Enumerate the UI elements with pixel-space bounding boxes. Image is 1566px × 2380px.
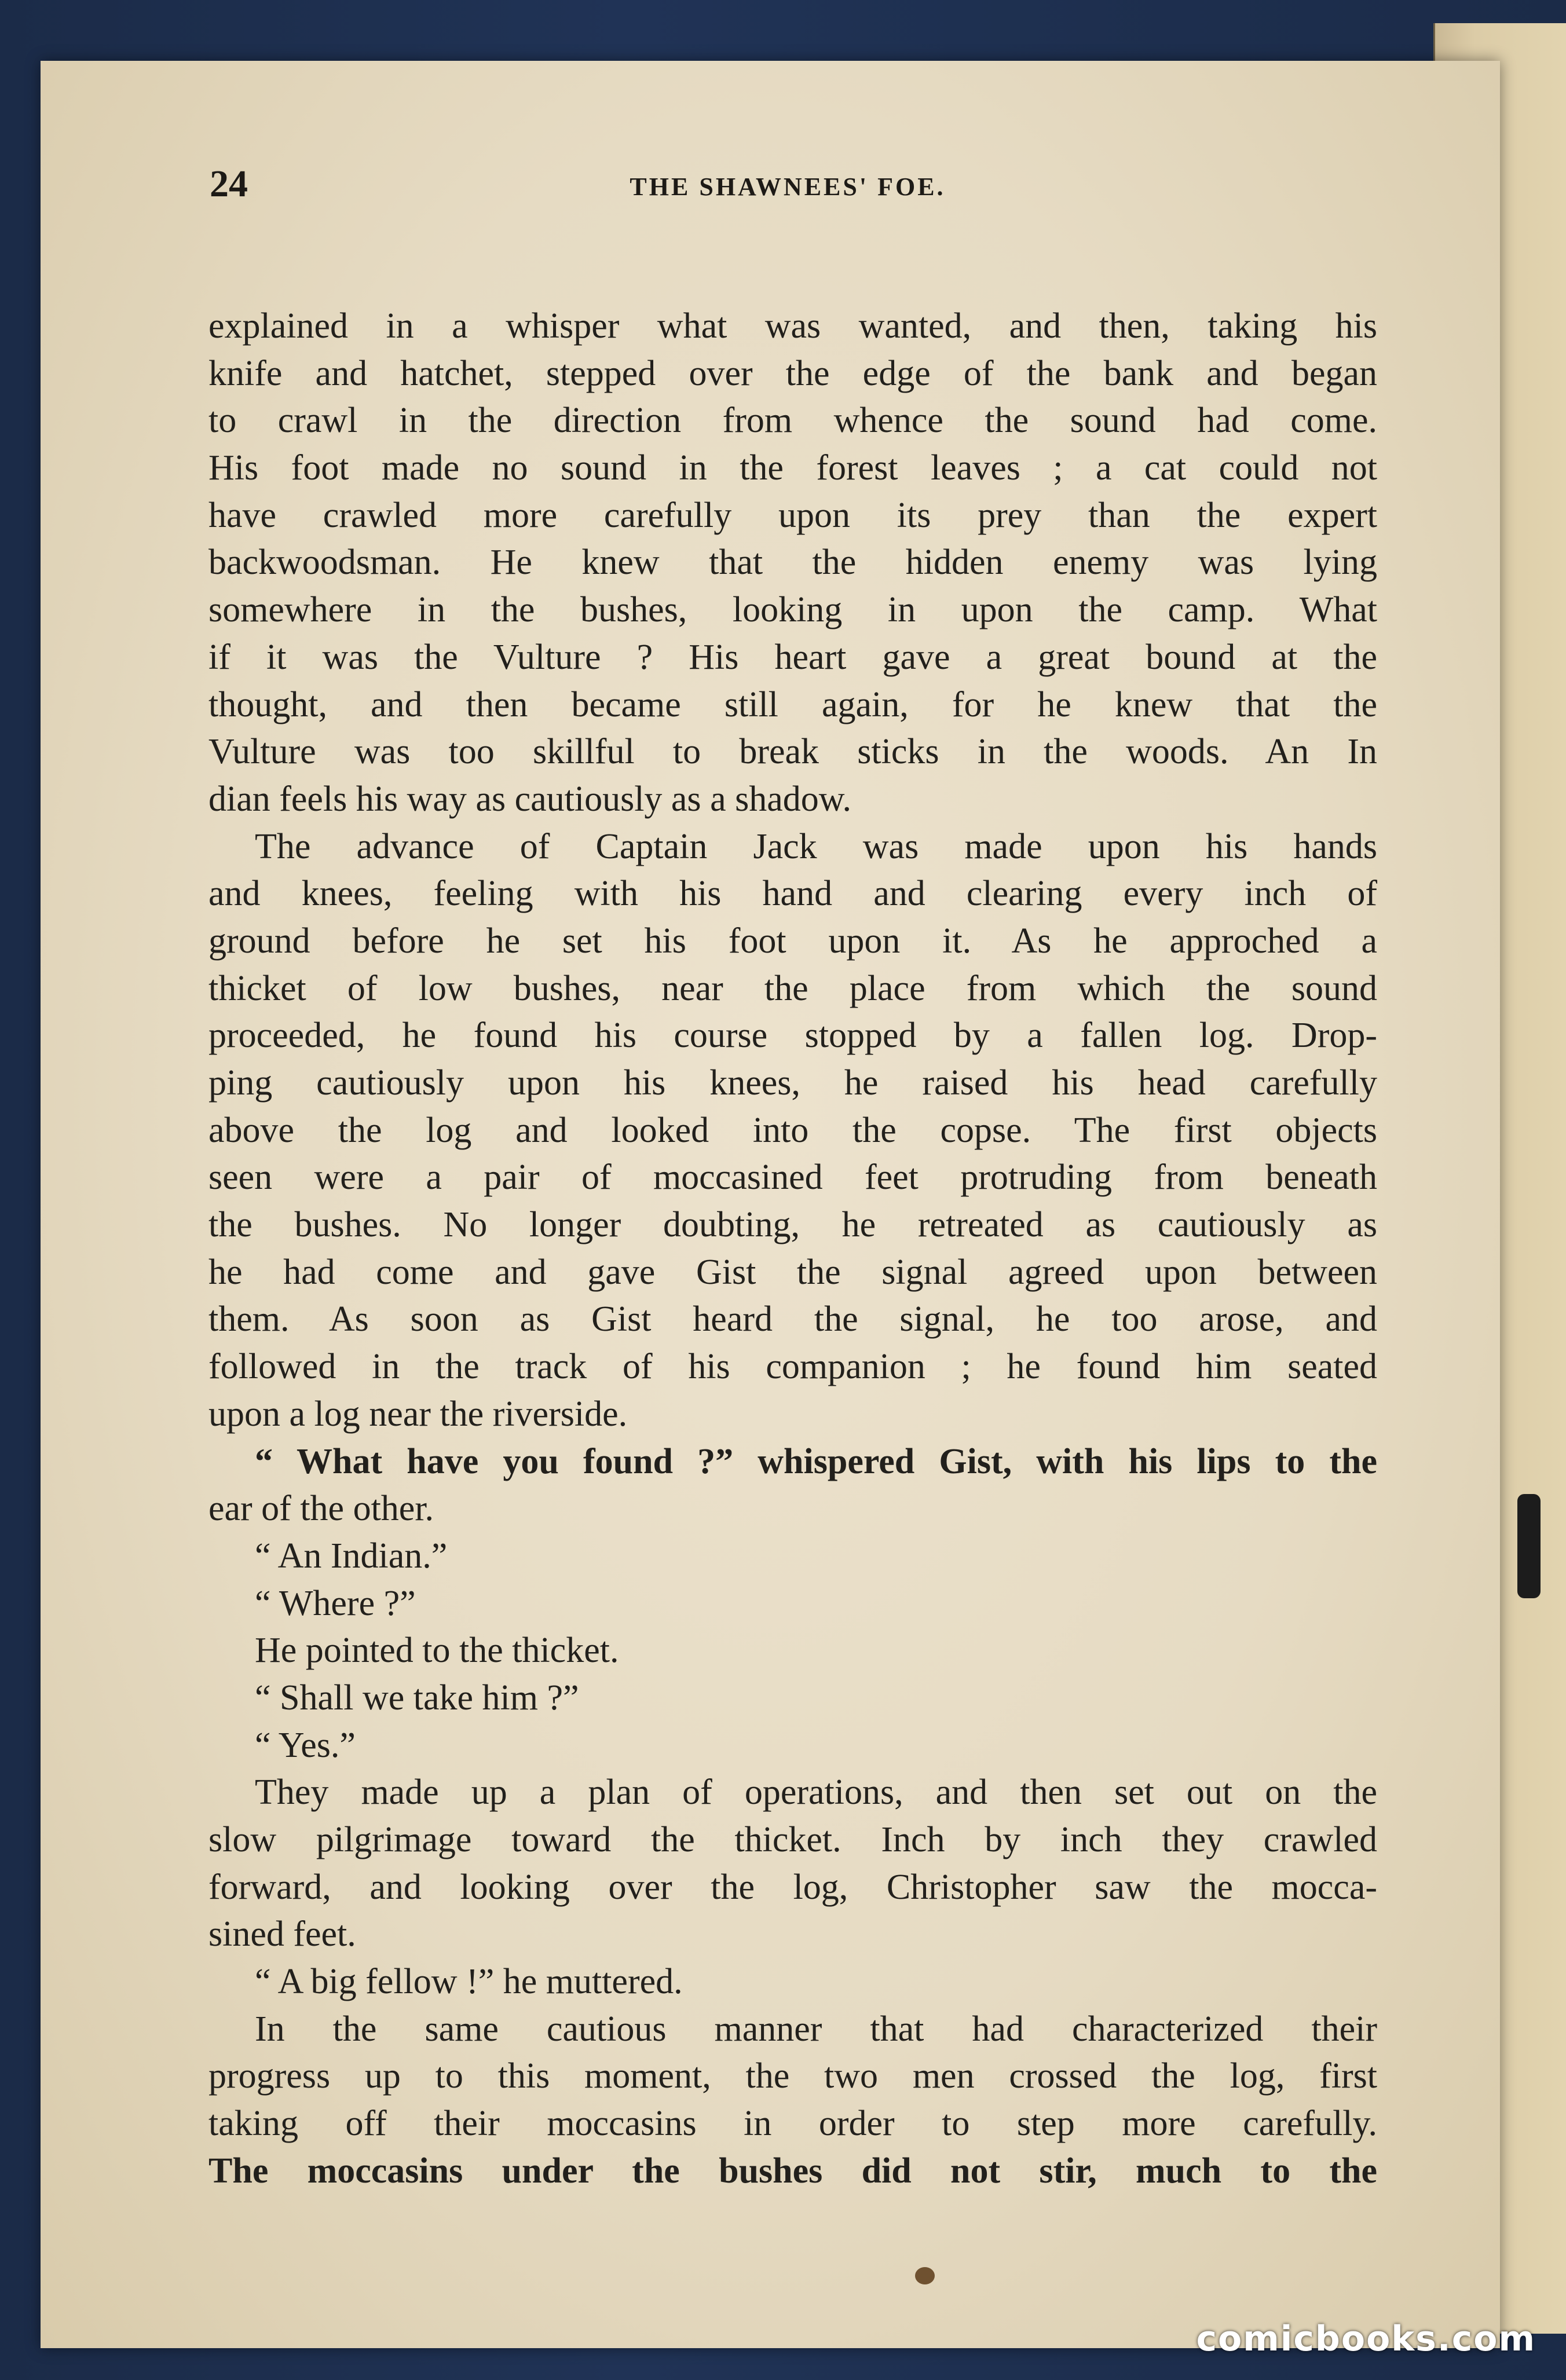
text-line: somewhere in the bushes, looking in upon the camp. What — [208, 590, 1377, 630]
text-line: forward, and looking over the log, Christopher saw the mocca- — [208, 1867, 1377, 1907]
ink-blot — [915, 2267, 935, 2284]
text-line: ping cautiously upon his knees, he raised his head carefully — [208, 1063, 1377, 1103]
body-text — [208, 303, 1377, 2195]
text-line: thought, and then became still again, for he knew that the — [208, 684, 1377, 724]
text-line: Vulture was too skillful to break sticks in the woods. An In — [208, 732, 1377, 772]
text-line: His foot made no sound in the forest leaves ; a cat could not — [208, 448, 1377, 488]
text-line: dian feels his way as cautiously as a shadow. — [208, 779, 851, 819]
text-line: He pointed to the thicket. — [255, 1631, 619, 1671]
paragraph-start-line: In the same cautious manner that had characterized their — [255, 2009, 1377, 2049]
book-page — [41, 61, 1500, 2348]
text-line: taking off their moccasins in order to step more carefully. — [208, 2104, 1377, 2144]
binding-clip — [1517, 1494, 1541, 1598]
text-line: if it was the Vulture ? His heart gave a great bound at the — [208, 637, 1377, 677]
text-line: ear of the other. — [208, 1489, 434, 1529]
text-line: to crawl in the direction from whence the sound had come. — [208, 401, 1377, 441]
text-line: backwoodsman. He knew that the hidden enemy was lying — [208, 543, 1377, 583]
paragraph-start-line: The advance of Captain Jack was made upon his hands — [255, 826, 1377, 866]
dialogue-line: “ An Indian.” — [255, 1536, 448, 1576]
dialogue-line: “ Shall we take him ?” — [255, 1678, 579, 1718]
text-line: The moccasins under the bushes did not stir, much to the — [208, 2151, 1377, 2191]
page-number: 24 — [210, 163, 248, 205]
dialogue-line: “ What have you found ?” whispered Gist, with his lips to the — [255, 1441, 1377, 1481]
text-line: ground before he set his foot upon it. As he approched a — [208, 921, 1377, 961]
text-line: progress up to this moment, the two men crossed the log, first — [208, 2056, 1377, 2096]
text-line: explained in a whisper what was wanted, and then, taking his — [208, 306, 1377, 346]
site-watermark: comicbooks.com — [1196, 2319, 1536, 2359]
text-line: slow pilgrimage toward the thicket. Inch by inch they crawled — [208, 1820, 1377, 1859]
text-line: knife and hatchet, stepped over the edge of the bank and began — [208, 353, 1377, 393]
text-line: upon a log near the riverside. — [208, 1394, 628, 1434]
text-line: them. As soon as Gist heard the signal, he too arose, and — [208, 1299, 1377, 1339]
text-line: he had come and gave Gist the signal agreed upon between — [208, 1252, 1377, 1292]
text-line: have crawled more carefully upon its prey than the expert — [208, 495, 1377, 535]
text-line: and knees, feeling with his hand and clearing every inch of — [208, 874, 1377, 914]
text-line: seen were a pair of moccasined feet protruding from beneath — [208, 1158, 1377, 1198]
text-line: proceeded, he found his course stopped by a fallen log. Drop- — [208, 1016, 1377, 1056]
text-line: followed in the track of his companion ; he found him seated — [208, 1347, 1377, 1387]
text-line: the bushes. No longer doubting, he retreated as cautiously as — [208, 1205, 1377, 1245]
dialogue-line: “ A big fellow !” he muttered. — [255, 1962, 683, 2002]
text-line: thicket of low bushes, near the place from which the sound — [208, 968, 1377, 1008]
running-title: THE SHAWNEES' FOE. — [630, 173, 946, 201]
text-line: sined feet. — [208, 1914, 356, 1954]
dialogue-line: “ Yes.” — [255, 1725, 356, 1765]
dialogue-line: “ Where ?” — [255, 1583, 416, 1623]
text-line: above the log and looked into the copse. The first objects — [208, 1110, 1377, 1150]
paragraph-start-line: They made up a plan of operations, and then set out on the — [255, 1773, 1377, 1813]
